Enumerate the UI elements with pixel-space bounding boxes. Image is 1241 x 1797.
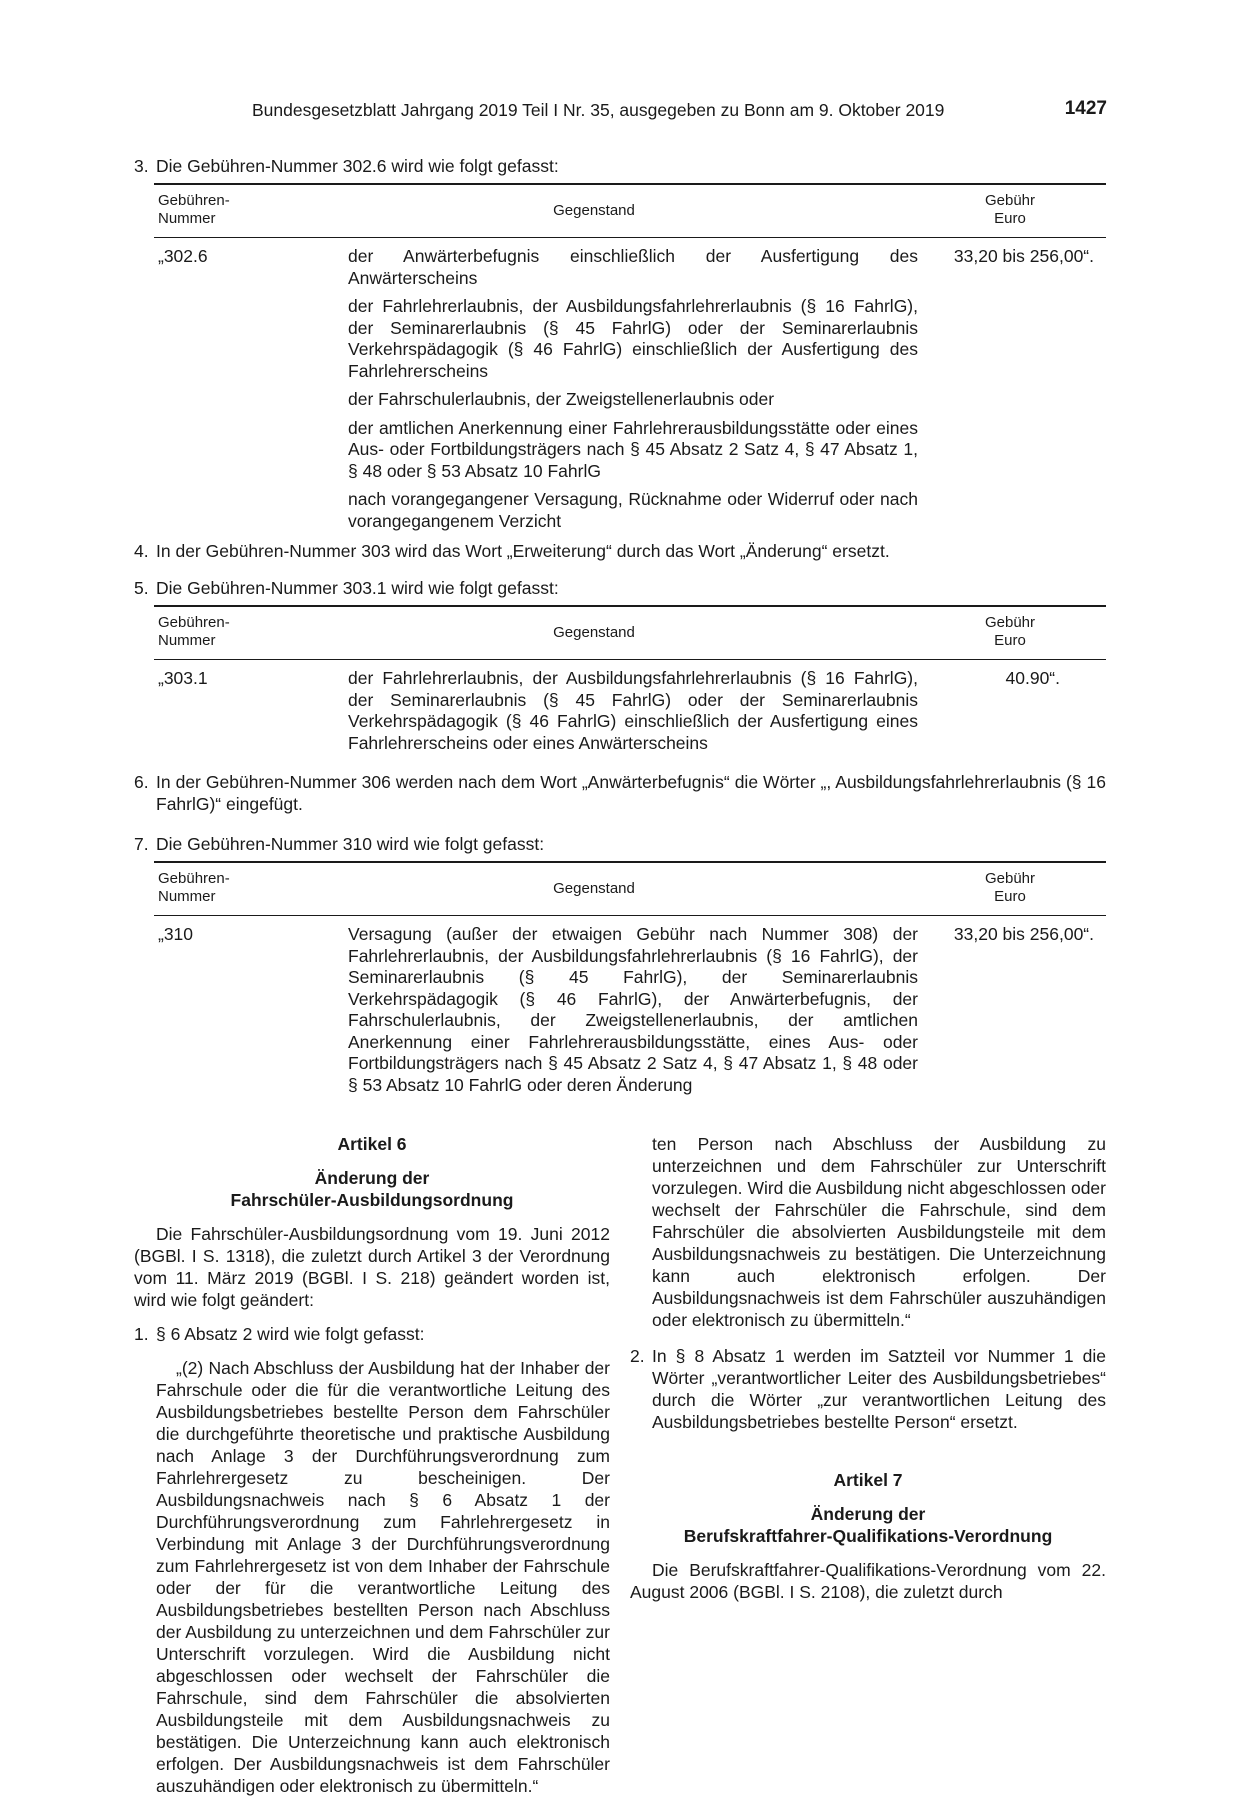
- gazette-title: Bundesgesetzblatt Jahrgang 2019 Teil I Nr. 35, ausgegeben zu Bonn am 9. Oktober 2019: [252, 100, 945, 120]
- article-6-subtitle-line2: Fahrschüler-Ausbildungsordnung: [230, 1190, 514, 1210]
- amendment-item-7: [134, 833, 1106, 855]
- header-subject: Gegenstand: [553, 880, 635, 897]
- header-fee-line1: Gebühr: [984, 870, 1036, 887]
- running-header: [0, 100, 1241, 126]
- header-fee-line2: Euro: [994, 632, 1026, 649]
- article-7-intro: Die Berufskraftfahrer-Qualifikations-Verordnung vom 22. August 2006 (BGBl. I S. 2108), die zuletzt durch: [630, 1560, 1106, 1602]
- fee-number: „310: [158, 924, 194, 944]
- article-7-subtitle-line2: Berufskraftfahrer-Qualifikations-Verordnung: [683, 1526, 1053, 1546]
- article-7-subtitle-line1: Änderung der: [810, 1504, 926, 1524]
- fee-amount: 40.90“.: [1005, 668, 1060, 688]
- header-subject: Gegenstand: [553, 202, 635, 219]
- item-text: In der Gebühren-Nummer 306 werden nach dem Wort „Anwärterbefugnis“ die Wörter „, Ausbildungsfahrlehrerlaubnis (§ 16 FahrlG)“ eingefügt.: [156, 772, 1106, 814]
- item-number: 5.: [134, 578, 149, 598]
- amendment-item-6: [134, 771, 1106, 815]
- article-6-quote: „(2) Nach Abschluss der Ausbildung hat der Inhaber der Fahrschule oder die für die verantwortliche Leitung des Ausbildungsbetriebes bestellte Person dem Fahrschüler die durchgeführte theoretische und praktische Ausbildung nach Anlage 3 der Durchführungsverordnung zum Fahrlehrergesetz zu bescheinigen. Der Ausbildungsnachweis nach § 6 Absatz 1 der Durchführungsverordnung zum Fahrlehrergesetz in Verbindung mit Anlage 3 der Durchführungsverordnung zum Fahrlehrergesetz ist von dem Inhaber der Fahrschule oder der für die verantwortliche Leitung des Ausbildungsbetriebes bestellten Person nach Abschluss der Ausbildung zu unterzeichnen und dem Fahrschüler zur Unterschrift vorzulegen. Wird die Ausbildung nicht abgeschlossen oder wechselt der Fahrschüler die Fahrschule, sind dem Fahrschüler die absolvierten Ausbildungsteile mit dem Ausbildungsnachweis zu bestätigen. Die Unterzeichnung kann auch elektronisch erfolgen. Der Ausbildungsnachweis ist dem Fahrschüler auszuhändigen oder elektronisch zu übermitteln.“: [156, 1358, 610, 1796]
- header-fee-number-line2: Nummer: [158, 210, 216, 227]
- table-row: [154, 238, 1106, 532]
- item-text: Die Gebühren-Nummer 310 wird wie folgt gefasst:: [156, 834, 545, 854]
- item-text: In der Gebühren-Nummer 303 wird das Wort „Erweiterung“ durch das Wort „Änderung“ ersetzt.: [156, 541, 890, 561]
- header-fee: [950, 192, 1070, 228]
- item-number: 7.: [134, 834, 149, 854]
- header-fee: [950, 614, 1070, 650]
- item-text: Die Gebühren-Nummer 303.1 wird wie folgt gefasst:: [156, 578, 559, 598]
- fee-amount: 33,20 bis 256,00“.: [953, 924, 1094, 944]
- point-text: § 6 Absatz 2 wird wie folgt gefasst:: [156, 1324, 425, 1344]
- article-6-title: Artikel 6: [337, 1134, 407, 1154]
- table-row: [154, 916, 1106, 1096]
- subject-paragraph: der amtlichen Anerkennung einer Fahrlehrerausbildungsstätte oder eines Aus- oder Fortbildungsträgers nach § 45 Absatz 2 Satz 4, § 47 Absatz 1, § 48 oder § 53 Absatz 10 FahrlG: [348, 417, 918, 481]
- header-fee-number: [158, 192, 230, 228]
- fee-table-310: [154, 861, 1106, 1103]
- amendment-item-5: [134, 577, 1106, 599]
- header-fee-number-line2: Nummer: [158, 632, 216, 649]
- article-6-intro: Die Fahrschüler-Ausbildungsordnung vom 19. Juni 2012 (BGBl. I S. 1318), die zuletzt durch Artikel 3 der Verordnung vom 11. März 2019 (BGBl. I S. 218) geändert worden ist, wird wie folgt geändert:: [134, 1224, 610, 1310]
- header-fee-line1: Gebühr: [984, 192, 1036, 209]
- item-number: 6.: [134, 772, 149, 792]
- header-fee-number-line1: Gebühren-: [158, 192, 230, 209]
- subject-paragraph: der Fahrlehrerlaubnis, der Ausbildungsfahrlehrerlaubnis (§ 16 FahrlG), der Seminarerlaubnis (§ 45 FahrlG) oder der Seminarerlaubnis Verkehrspädagogik (§ 46 FahrlG) einschließlich der Ausfertigung eines Fahrlehrerscheins oder eines Anwärterscheins: [348, 668, 918, 753]
- header-fee-line2: Euro: [994, 210, 1026, 227]
- subject-paragraph: nach vorangegangener Versagung, Rücknahme oder Widerruf oder nach vorangegangenem Verzicht: [348, 489, 918, 531]
- article-6-subtitle-line1: Änderung der: [314, 1168, 430, 1188]
- header-fee: [950, 870, 1070, 906]
- fee-table-302-6: [154, 183, 1106, 539]
- page-number: 1427: [1064, 98, 1107, 119]
- fee-number: „303.1: [158, 668, 208, 688]
- fee-number: „302.6: [158, 246, 208, 266]
- fee-table-303-1: [154, 605, 1106, 761]
- point-text: In § 8 Absatz 1 werden im Satzteil vor Nummer 1 die Wörter „verantwortlicher Leiter des Ausbildungsbetriebes“ durch die Wörter „zur verantwortlichen Leitung des Ausbildungsbetriebes bestellte Person“ ersetzt.: [652, 1346, 1106, 1432]
- header-subject: Gegenstand: [553, 624, 635, 641]
- subject-paragraph: der Fahrlehrerlaubnis, der Ausbildungsfahrlehrerlaubnis (§ 16 FahrlG), der Seminarerlaubnis (§ 45 FahrlG) oder der Seminarerlaubnis Verkehrspädagogik (§ 46 FahrlG) einschließlich der Ausfertigung des Fahrlehrerscheins: [348, 296, 918, 381]
- header-fee-number-line2: Nummer: [158, 888, 216, 905]
- item-number: 3.: [134, 156, 149, 176]
- header-fee-line2: Euro: [994, 888, 1026, 905]
- fee-subject: [348, 668, 918, 754]
- article-6-point-2: [630, 1345, 1106, 1433]
- header-fee-number-line1: Gebühren-: [158, 614, 230, 631]
- amendment-item-3: [134, 155, 1106, 177]
- fee-amount: 33,20 bis 256,00“.: [953, 246, 1094, 266]
- fee-subject: [348, 924, 918, 1096]
- header-fee-number: [158, 870, 230, 906]
- subject-paragraph: Versagung (außer der etwaigen Gebühr nach Nummer 308) der Fahrlehrerlaubnis, der Ausbildungsfahrlehrerlaubnis (§ 16 FahrlG), der Seminarerlaubnis (§ 45 FahrlG), der Seminarerlaubnis Verkehrspädagogik (§ 46 FahrlG), der Anwärterbefugnis, der Fahrschulerlaubnis, der Zweigstellenerlaubnis, der amtlichen Anerkennung einer Fahrlehrerausbildungsstätte, eines Aus- oder Fortbildungsträgers nach § 45 Absatz 2 Satz 4, § 47 Absatz 1, § 48 oder § 53 Absatz 10 FahrlG oder deren Änderung: [348, 924, 918, 1095]
- header-fee-number-line1: Gebühren-: [158, 870, 230, 887]
- item-text: Die Gebühren-Nummer 302.6 wird wie folgt gefasst:: [156, 156, 559, 176]
- table-header: [154, 185, 1106, 238]
- left-column: [134, 1133, 610, 1796]
- subject-paragraph: der Fahrschulerlaubnis, der Zweigstellenerlaubnis oder: [348, 389, 775, 409]
- header-fee-line1: Gebühr: [984, 614, 1036, 631]
- subject-paragraph: der Anwärterbefugnis einschließlich der Ausfertigung des Anwärterscheins: [348, 246, 918, 288]
- table-header: [154, 863, 1106, 916]
- amendment-item-4: [134, 540, 1106, 562]
- fee-subject: [348, 246, 918, 532]
- header-fee-number: [158, 614, 230, 650]
- right-column: [630, 1133, 1106, 1603]
- article-6-quote-continued: ten Person nach Abschluss der Ausbildung zu unterzeichnen und dem Fahrschüler zur Unterschrift vorzulegen. Wird die Ausbildung nicht abgeschlossen oder wechselt der Fahrschüler die Fahrschule, sind dem Fahrschüler die absolvierten Ausbildungsteile mit dem Ausbildungsnachweis zu bestätigen. Die Unterzeichnung kann auch elektronisch erfolgen. Der Ausbildungsnachweis ist dem Fahrschüler auszuhändigen oder elektronisch zu übermitteln.“: [652, 1134, 1106, 1330]
- point-number: 2.: [630, 1346, 645, 1366]
- article-6-point-1: [134, 1323, 610, 1345]
- table-row: [154, 660, 1106, 754]
- point-number: 1.: [134, 1324, 149, 1344]
- item-number: 4.: [134, 541, 149, 561]
- table-header: [154, 607, 1106, 660]
- article-7-title: Artikel 7: [833, 1470, 903, 1490]
